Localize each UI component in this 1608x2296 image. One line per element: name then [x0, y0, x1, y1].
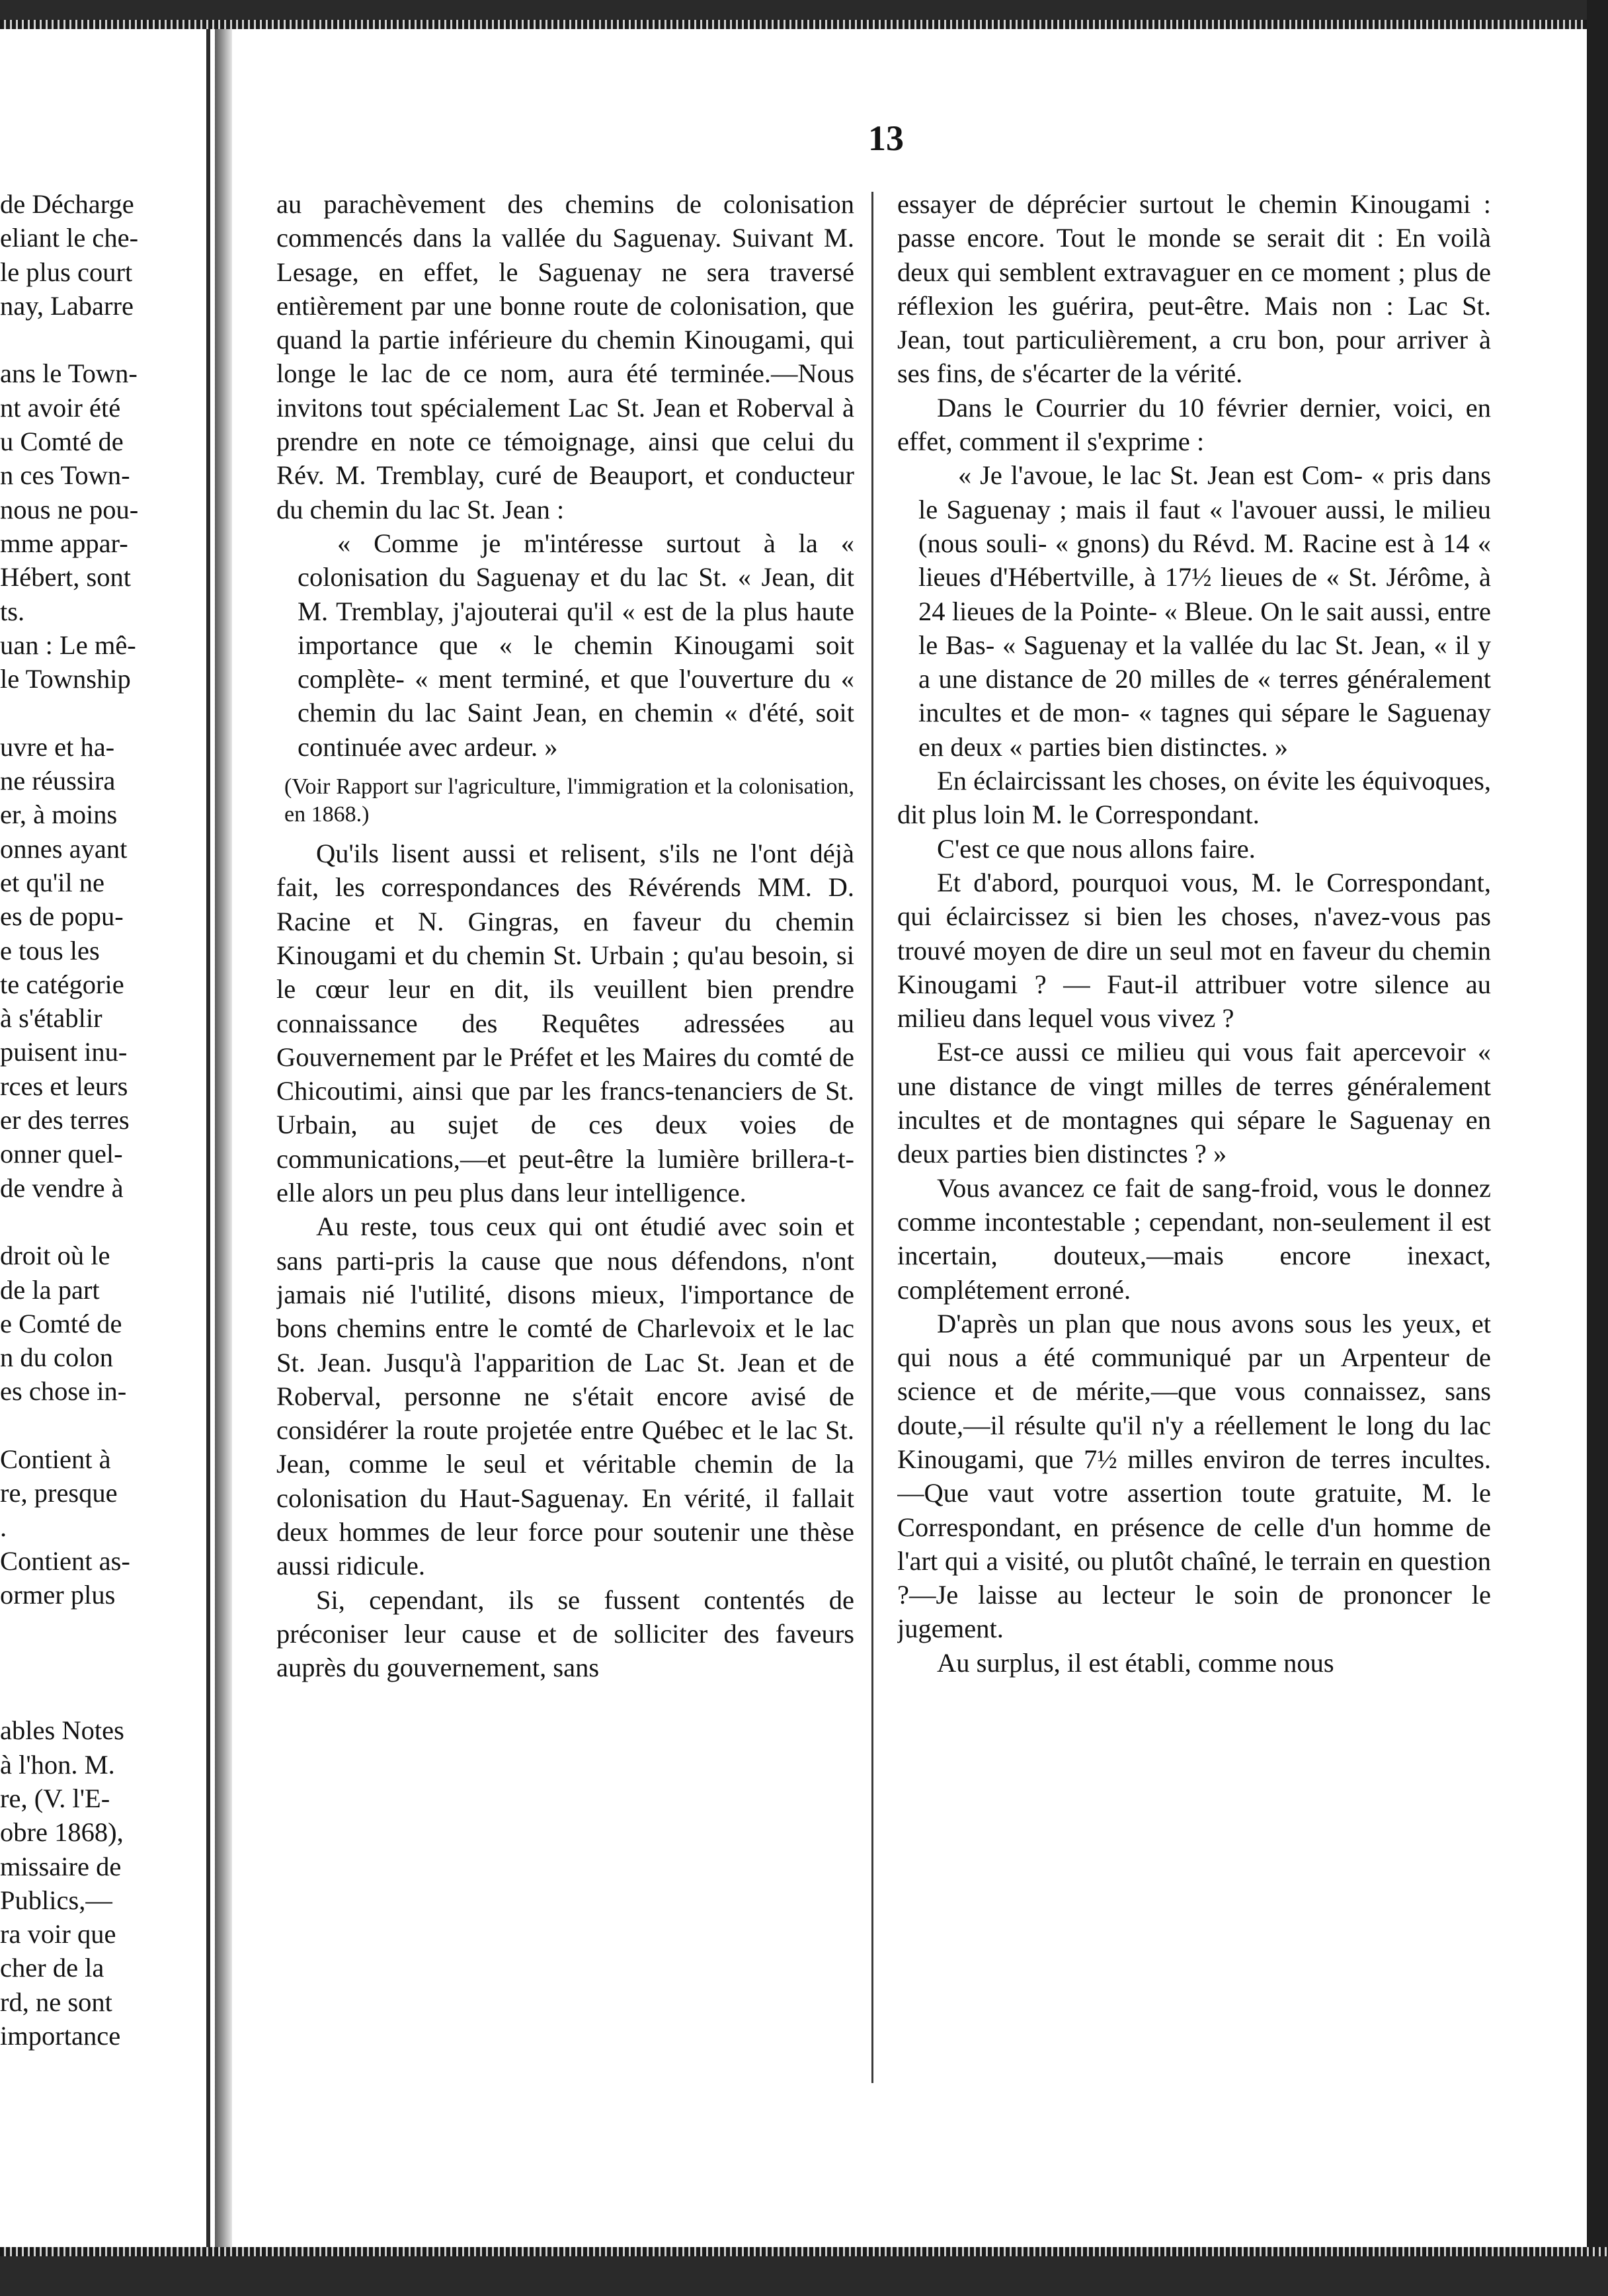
fragment-line: n ces Town-	[0, 460, 130, 491]
fragment-line: de la part	[0, 1274, 100, 1305]
fragment-line: importance	[0, 2021, 121, 2051]
fragment-line: à s'établir	[0, 1003, 102, 1034]
fragment-line: .	[0, 1512, 7, 1542]
scan-border-top	[0, 0, 1608, 20]
fragment-line: le Township	[0, 664, 131, 694]
paragraph-2: Qu'ils lisent aussi et relisent, s'ils ne l'ont déjà fait, les correspondances des Révérends MM. D. Racine et N. Gingras, en faveur du chemin Kinougami et du chemin St. Urbain ; qu'au besoin, si le cœur leur en dit, ils veuillent bien prendre connaissance des Requêtes adressées au Gouvernement par le Préfet et les Maires du comté de Chicoutimi, ainsi que par les francs-tenanciers de St. Urbain, au sujet de ces deux voies de communications,—et peut-être la lumière brillera-t-elle alors un peu plus dans leur intelligence.	[276, 839, 854, 1208]
paragraph-3: En éclaircissant les choses, on évite les équivoques, dit plus loin M. le Correspondant.	[897, 766, 1491, 830]
fragment-line: obre 1868),	[0, 1817, 124, 1848]
middle-column	[276, 187, 854, 1684]
fragment-line: onnes ayant	[0, 833, 128, 864]
fragment-line	[0, 1680, 198, 1713]
paragraph-5: Et d'abord, pourquoi vous, M. le Correspondant, qui éclaircissez si bien les choses, n'avez-vous pas trouvé moyen de dire un seul mot en faveur du chemin Kinougami ? — Faut-il attribuer votre silence au milieu dans lequel vous vivez ?	[897, 867, 1491, 1034]
fragment-line: droit où le	[0, 1241, 110, 1271]
page-gutter-shadow	[215, 29, 232, 2247]
page-gutter	[206, 29, 210, 2247]
fragment-line: rd, ne sont	[0, 1987, 112, 2017]
paragraph-8: D'après un plan que nous avons sous les yeux, et qui nous a été communiqué par un Arpenteur de science et de mérite,—que vous connaissez, sans doute,—il résulte qu'il n'y a réellement le long du lac Kinougami, que 7½ milles environ de terres incultes.—Que vaut votre assertion toute gratuite, M. le Correspondant, en présence de celle d'un homme de l'art qui a visité, ou plutôt chaîné, le terrain en question ?—Je laisse au lecteur le soin de prononcer le jugement.	[897, 1308, 1491, 1644]
paragraph-7: Vous avancez ce fait de sang-froid, vous le donnez comme incontestable ; cependant, non-seulement il est incertain, douteux,—mais encore inexact, complétement erroné.	[897, 1172, 1491, 1305]
fragment-line: ne réussira	[0, 766, 116, 796]
fragment-line: n du colon	[0, 1342, 113, 1373]
fragment-line: missaire de	[0, 1851, 122, 1881]
fragment-line: Publics,—	[0, 1885, 112, 1915]
paragraph-4: C'est ce que nous allons faire.	[937, 833, 1256, 864]
scan-border-bottom	[0, 2256, 1608, 2296]
fragment-line	[0, 1646, 198, 1680]
left-page-fragment	[0, 187, 198, 2053]
paragraph-4: Si, cependant, ils se fussent contentés de préconiser leur cause et de solliciter des faveurs auprès du gouvernement, sans	[276, 1584, 854, 1683]
fragment-line: uan : Le mê-	[0, 630, 136, 660]
paragraph-1: au parachèvement des chemins de colonisation commencés dans la vallée du Saguenay. Suivant M. Lesage, en effet, le Saguenay ne sera traversé entièrement par une bonne route de colonisation, que quand la partie inférieure du chemin Kinougami, qui longe le lac de ce nom, aura été terminée.—Nous invitons tout spécialement Lac St. Jean et Roberval à prendre en note ce témoignage, ainsi que celui du Rév. M. Tremblay, curé de Beauport, et conducteur du chemin du lac St. Jean :	[276, 189, 854, 524]
paragraph-6: Est-ce aussi ce milieu qui vous fait apercevoir « une distance de vingt milles de terres généralement incultes et de montagnes qui sépare le Saguenay en deux parties bien distinctes ? »	[897, 1037, 1491, 1169]
fragment-line: nay, Labarre	[0, 290, 134, 321]
fragment-line: e tous les	[0, 935, 100, 965]
fragment-line: nous ne pou-	[0, 494, 139, 524]
fragment-line: ts.	[0, 596, 25, 626]
fragment-line: nt avoir été	[0, 392, 121, 423]
paragraph-2: Dans le Courrier du 10 février dernier, voici, en effet, comment il s'exprime :	[897, 392, 1491, 457]
scan-edge-bottom	[0, 2247, 1608, 2256]
paragraph-1: essayer de déprécier surtout le chemin Kinougami : passe encore. Tout le monde se serait dit : En voilà deux qui semblent extravaguer en ce moment ; plus de réflexion les guérira, peut-être. Mais non : Lac St. Jean, tout particulièrement, a cru bon, pour arriver à ses fins, de s'écarter de la vérité.	[897, 189, 1491, 389]
fragment-line: rces et leurs	[0, 1071, 128, 1101]
fragment-line: mme appar-	[0, 528, 128, 558]
fragment-line: Hébert, sont	[0, 562, 131, 593]
fragment-line: Contient à	[0, 1444, 111, 1474]
paragraph-3: Au reste, tous ceux qui ont étudié avec soin et sans parti-pris la cause que nous défendons, n'ont jamais nié l'utilité, disons mieux, l'importance de bons chemins entre le comté de Charlevoix et le lac St. Jean. Jusqu'à l'apparition de Lac St. Jean et de Roberval, personne ne s'était encore avisé de considérer la route projetée entre Québec et le lac St. Jean, comme le seul et véritable chemin de la colonisation du Haut-Saguenay. En vérité, il fallait deux hommes de leur force pour soutenir une thèse aussi ridicule.	[276, 1211, 854, 1581]
fragment-line: er des terres	[0, 1105, 130, 1135]
fragment-line	[0, 1612, 198, 1645]
fragment-line: e Comté de	[0, 1308, 122, 1338]
quotation-courrier: « Je l'avoue, le lac St. Jean est Com- « pris dans le Saguenay ; mais il faut « l'avouer aussi, le milieu (nous souli- « gnons) du Révd. M. Racine est à 14 « lieues d'Hébertville, à 17½ lieues de « St. Jérôme, à 24 lieues de la Pointe- « Bleue. On le sait aussi, entre le Bas- « Saguenay et la vallée du lac St. Jean, « il y a une distance de 20 milles de « terres généralement incultes et de mon- « tagnes qui sépare le Saguenay en deux « parties bien distinctes. »	[918, 460, 1491, 762]
fragment-line: re, (V. l'E-	[0, 1783, 110, 1813]
fragment-line	[0, 323, 198, 356]
column-divider	[871, 192, 873, 2083]
fragment-line: onner quel-	[0, 1139, 123, 1169]
fragment-line: à l'hon. M.	[0, 1749, 115, 1780]
fragment-line: ra voir que	[0, 1919, 116, 1949]
fragment-line	[0, 1409, 198, 1442]
fragment-line: de vendre à	[0, 1172, 124, 1203]
fragment-line: re, presque	[0, 1478, 118, 1508]
fragment-line: ans le Town-	[0, 358, 138, 389]
fragment-line: cher de la	[0, 1953, 104, 1983]
right-column	[897, 187, 1491, 1680]
fragment-line: ables Notes	[0, 1715, 124, 1746]
scan-border-right	[1587, 0, 1608, 2296]
paragraph-9: Au surplus, il est établi, comme nous	[937, 1647, 1334, 1678]
page-number: 13	[868, 118, 904, 158]
fragment-line: de Décharge	[0, 189, 134, 219]
fragment-line: eliant le che-	[0, 223, 139, 253]
fragment-line: er, à moins	[0, 800, 118, 830]
fragment-line: es de popu-	[0, 901, 124, 932]
fragment-line: es chose in-	[0, 1376, 127, 1407]
fragment-line: et qu'il ne	[0, 867, 105, 897]
fragment-line	[0, 1205, 198, 1239]
fragment-line: Contient as-	[0, 1545, 130, 1576]
fragment-line: te catégorie	[0, 969, 124, 999]
fragment-line: le plus court	[0, 257, 133, 287]
quotation-tremblay: « Comme je m'intéresse surtout à la « colonisation du Saguenay et du lac St. « Jean, dit M. Tremblay, j'ajouterai qu'il « est de la plus haute importance que « le chemin Kinougami soit complète- « ment terminé, et que l'ouverture du « chemin du lac Saint Jean, en chemin « d'été, soit continuée avec ardeur. »	[298, 528, 854, 762]
fragment-line: puisent inu-	[0, 1037, 128, 1067]
fragment-line: uvre et ha-	[0, 731, 115, 762]
scan-edge-top	[0, 20, 1608, 29]
fragment-line	[0, 696, 198, 729]
fragment-line: ormer plus	[0, 1580, 116, 1610]
fragment-line: u Comté de	[0, 427, 124, 457]
source-note: (Voir Rapport sur l'agriculture, l'immigration et la colonisation, en 1868.)	[284, 774, 854, 827]
